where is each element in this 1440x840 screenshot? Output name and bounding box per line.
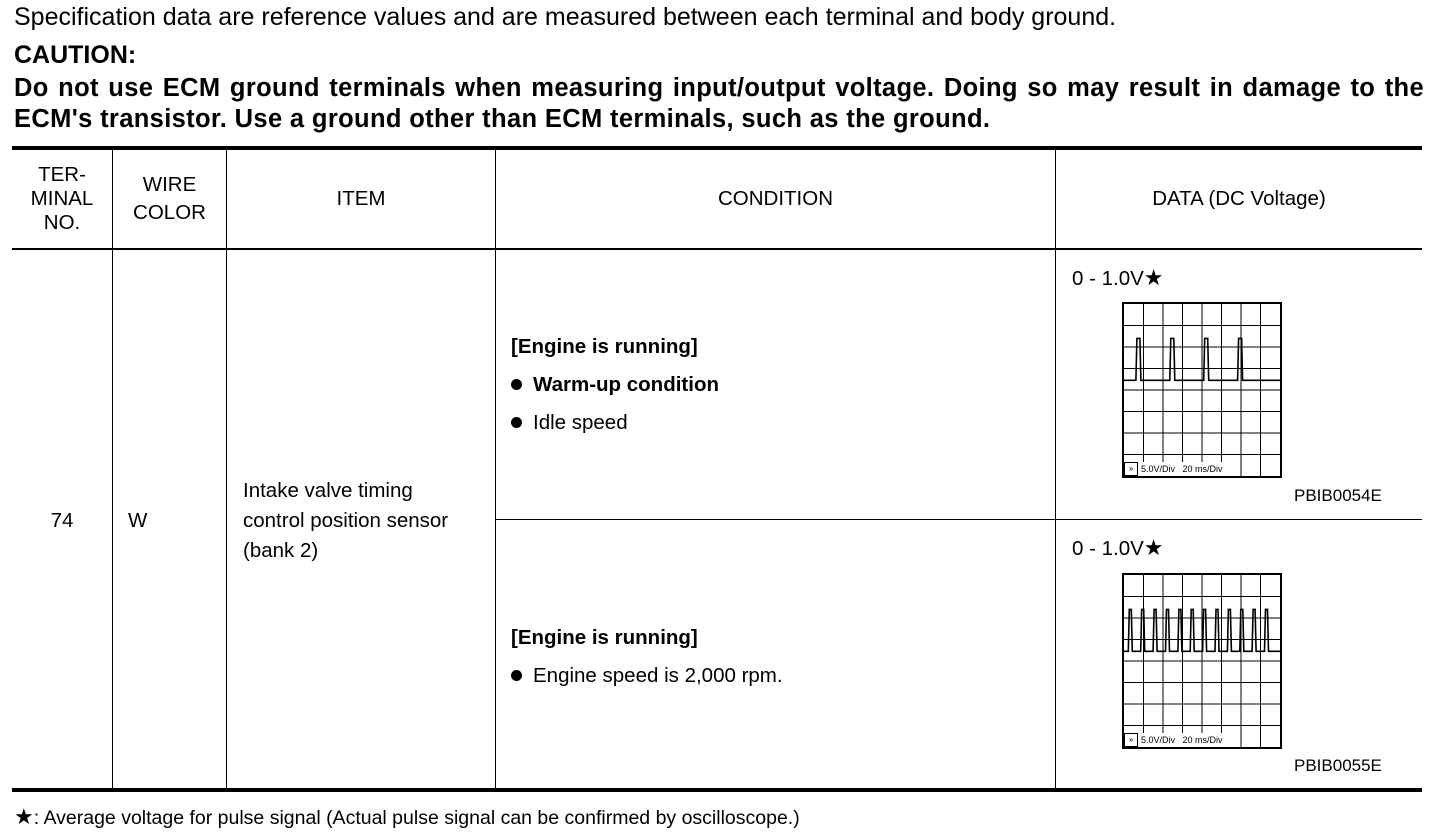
waveform-plot: [1124, 575, 1280, 747]
condition-1: [511, 328, 719, 442]
item-description: [243, 476, 448, 566]
item-line2: control position sensor: [243, 509, 449, 532]
intro-text: Specification data are reference values and are measured between each terminal and body ground.: [14, 3, 1117, 31]
scope-scale-label: » 5.0V/Div 20 ms/Div: [1124, 462, 1225, 476]
terminal-number: 74: [50, 509, 74, 532]
oscilloscope-1: [1122, 302, 1282, 478]
row-divider: [495, 519, 1422, 520]
condition-2-bullet: Engine speed is 2,000 rpm.: [511, 657, 783, 695]
condition-1-bullet: Idle speed: [511, 404, 719, 442]
header-terminal-no: [12, 150, 112, 248]
header-terminal-line3: NO.: [43, 211, 81, 234]
condition-1-state: [Engine is running]: [511, 335, 698, 358]
wire-color: W: [128, 509, 148, 532]
header-item: ITEM: [336, 187, 386, 210]
header-wire-color: [113, 150, 226, 248]
voltage-value-1: 0 - 1.0V★: [1072, 265, 1164, 290]
item-line1: Intake valve timing: [243, 479, 413, 502]
caution-title: CAUTION:: [14, 41, 137, 69]
figure-code-2: PBIB0055E: [1294, 756, 1382, 775]
bullet-icon: [511, 417, 522, 428]
double-arrow-icon: »: [1124, 462, 1138, 476]
header-divider: [12, 248, 1422, 250]
header-data: DATA (DC Voltage): [1152, 187, 1326, 210]
star-icon: ★: [1143, 265, 1164, 290]
header-wire-line2: COLOR: [133, 201, 206, 224]
item-line3: (bank 2): [243, 539, 319, 562]
star-icon: ★: [1143, 535, 1164, 560]
condition-1-bullet: Warm-up condition: [511, 366, 719, 404]
header-wire-line1: WIRE: [142, 173, 197, 196]
voltage-value-2: 0 - 1.0V★: [1072, 535, 1164, 560]
header-terminal-line2: MINAL: [30, 187, 94, 210]
caution-text: Do not use ECM ground terminals when measuring input/output voltage. Doing so may result in damage to the ECM's transistor. Use a ground other than ECM terminals, such as the ground.: [14, 74, 1424, 133]
condition-2: [511, 619, 783, 695]
header-condition: CONDITION: [717, 187, 834, 210]
condition-2-state: [Engine is running]: [511, 626, 698, 649]
footnote: ★: Average voltage for pulse signal (Actual pulse signal can be confirmed by oscilloscope.): [14, 804, 800, 829]
waveform-plot: [1124, 304, 1280, 476]
bullet-icon: [511, 379, 522, 390]
terminal-table: [12, 146, 1422, 792]
double-arrow-icon: »: [1124, 733, 1138, 747]
header-terminal-line1: TER-: [38, 163, 86, 186]
figure-code-1: PBIB0054E: [1294, 486, 1382, 505]
bullet-icon: [511, 670, 522, 681]
oscilloscope-2: [1122, 573, 1282, 749]
scope-scale-label: » 5.0V/Div 20 ms/Div: [1124, 733, 1225, 747]
star-icon: ★: [14, 804, 34, 829]
